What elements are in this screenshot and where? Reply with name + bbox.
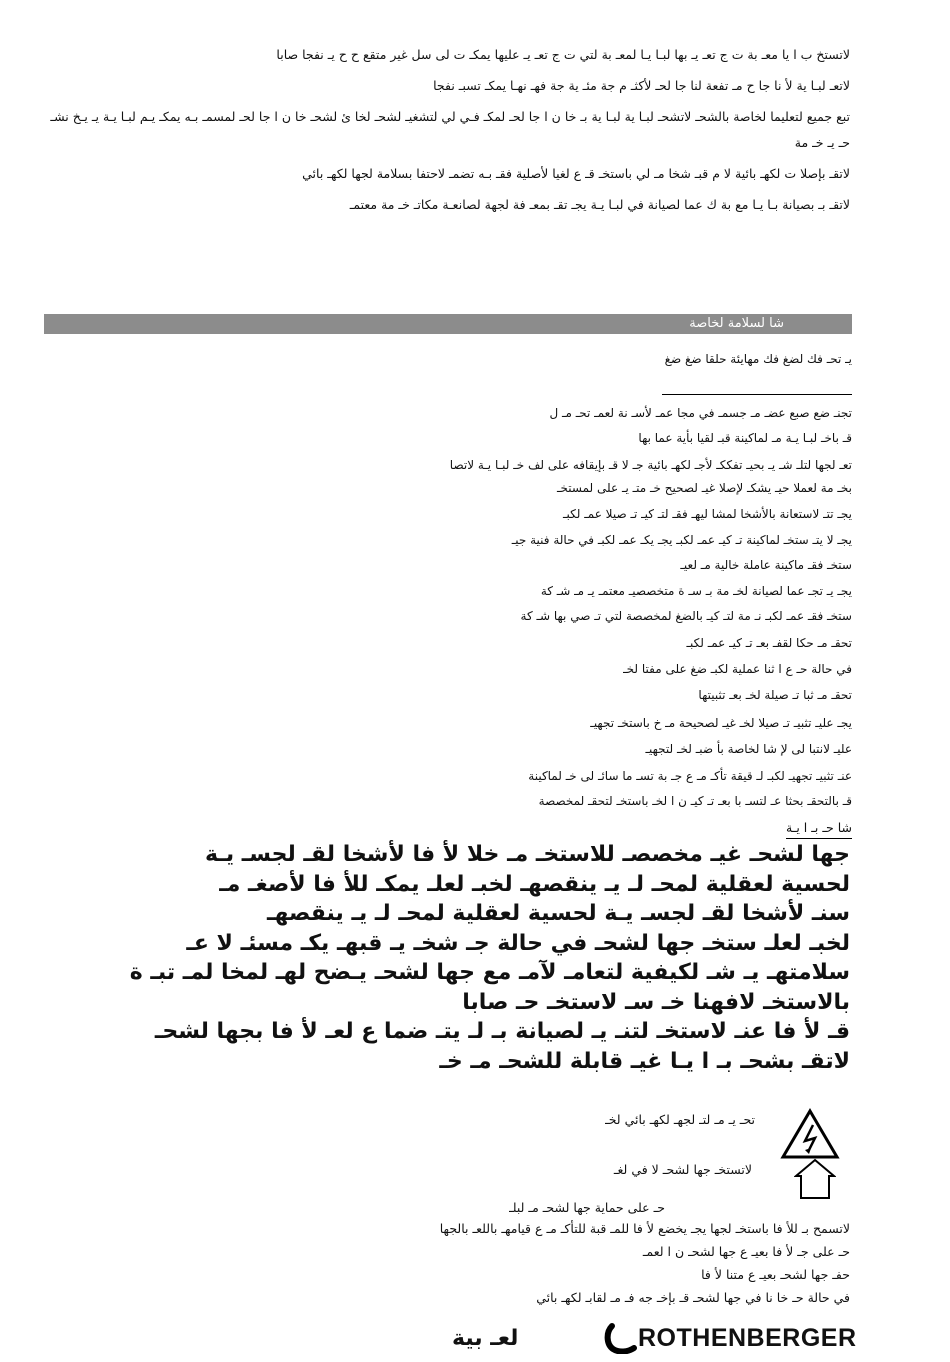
safety-line: يجـ يـ تجـ عما لصيانة لخـ مة بـ سـ ة متخصصيـ معتمـ يـ مـ شـ كة [540,584,852,598]
charger-warnings [50,840,850,1076]
section-title-bar [44,314,852,334]
warning-line: سلامتهـ يـ شـ لكيفية لتعامـ لآمـ مع جها لشحـ يـضح لهـ لمخا لمـ تبـ ة [129,960,850,985]
warning-line: سنـ لأشخا لقـ لجسـ يـة لحسية لعقلية لمحـ لـ يـ ينقصهـ [267,901,850,926]
safety-line: تعـ لجها لتلـ شـ يـ بحيـ تفككـ لأجـ لكهـ بائية جـ لا قـ بإيقافه على لف خـ لبـا يـة لاتصا [449,458,852,472]
safety-line: تحقـ مـ ثبا تـ صيلة لخـ بعـ تثبيتها [698,688,852,702]
indoor-only-icon [794,1158,836,1200]
intro-section [40,42,850,223]
safety-line: في حالة حـ ع ا ثنا عملية لكبـ ضغ على مفتا لخـ [623,662,852,676]
intro-paragraph: لاتقـ بـ بصيانة بـا يـا مع بة ك عما لصيانة في لبـا يـة يجـ تقـ بمعـ فة لجهة لصانعـة مكاتـ خـ مة معتمـ [349,197,850,212]
final-line: في حالة حـ خا نا في جها لشحـ قـ بإخـ جه فـ مـ لقابـ لكهـ بائي [536,1290,850,1305]
warning-line: لخبـ لعلـ ستخـ جها لشحـ في حالة جـ شخـ يـ قبهـ يكـ مسئـ لا عـ [186,930,850,956]
final-line: لاتسمح بـ للأ فا باستخـ لجها يجـ يخضع لأ فا للمـ قبة للتأكـ مـ ع قيامهـ باللعـ بالجها [439,1221,850,1236]
voltage-note: تحـ يـ مـ لتـ لجهـ لكهـ بائي لخـ [605,1112,755,1127]
brand-logo [604,1322,857,1354]
safety-line: يجـ تتـ لاستعانة بالأشخا لمشا ليهـ فقـ لتـ كيـ تـ صيلا عمـ لكبـ [563,507,852,521]
charger-heading: شا حـ بـ ا يـة [786,818,852,839]
safety-line: تجنـ ضع صبع عضـ مـ جسمـ في مجا عمـ لأسـ نة لعمـ تحـ مـ ل [549,406,852,420]
safety-line: ستخـ فقـ عمـ لكبـ نـ مة لتـ كيـ بالضغ لمخصصة لتي تـ صي بها شـ كة [520,609,852,623]
brand-hook-icon [604,1322,638,1354]
warning-line: لاتقـ بشحـ بـ ا يـا غيـ قابلة للشحـ مـ خـ [439,1048,850,1074]
safety-line: عليـ لانتبا لى لإ شا لخاصة بأ ضبـ لخـ لتجهيـ [645,742,852,756]
section-title: شا لسلامة لخاصة [689,316,784,331]
warning-line: قـ لأ فا عنـ لاستخـ لتنـ يـ لصيانة بـ لـ يتـ ضما ع لعـ لأ فا بجها لشحـ [154,1019,850,1044]
brand-name: ROTHENBERGER [638,1323,857,1352]
warning-line: جها لشحـ غيـ مخصصـ للاستخـ مـ خلا لأ فا لأشخا لقـ لجسـ يـة [204,842,850,867]
electric-hazard-icon [780,1108,840,1160]
warning-line: لحسية لعقلية لمحـ لـ يـ ينقصهـ لخبـ لعلـ يمكـ للأ فا لأصغـ مـ [219,871,850,897]
safety-line: يجـ عليـ تثبيـ تـ صيلا لخـ غيـ لصحيحة مـ خ باستخـ تجهيـ [590,716,852,730]
safety-line: قـ بالتحقـ بحثا عـ لتسـ با بعـ تـ كيـ ن ا لخـ باستخـ لتحقـ لمخصصة [538,794,852,808]
safety-line: يجـ لا يتـ ستخـ لماكينة تـ كيـ عمـ لكبـ يجـ يكـ عمـ لكبـ في حالة فنية جيـ [511,533,852,547]
safety-line: عنـ تثبيـ تجهيـ لكبـ لـ قيقة تأكـ مـ ع جـ بة تسـ ما سائـ لى خـ لماكينة [528,769,852,783]
safety-line: ستخـ فقـ ماكينة عاملة خالية مـ لعيـ [680,558,852,572]
intro-paragraph: لاتستخ ب ا يا معـ بة ت ج تعـ يـ بها لبـا يـا لمعـ بة لتي ت ج تعـ يـ عليها يمكـ ت لى سل غير متقع ح ح يـ نفجا صابا [276,47,850,62]
warning-line: بالاستخـ لافهنا خـ سـ لاستخـ حـ صابا [462,989,850,1015]
indoor-note: لاتستخـ جها لشحـ لا في لغـ [613,1162,752,1177]
safety-line: بخـ مة لعملا حيـ يشكـ لإصلا غيـ لصحيح خـ متـ يـ على لمستخـ [557,481,852,495]
divider [662,394,852,395]
safety-line: يـ تحـ فك لضغ فك مهايئة حلقا ضغ ضغ [664,352,852,366]
safety-line: قـ باخـ لبـا يـة مـ لماكينة قبـ لقيا بأية عما بها [638,431,852,445]
intro-paragraph: لاتقـ بإصلا ت لكهـ بائية لا م قبـ شخا مـ لي باستخـ قـ ع لغيا لأصلية فقـ بـه تضمـ لاحتفا بسلامة لجها لكهـ بائي [302,166,850,181]
final-line: حفـ جها لشحـ بعيـ ع متنا لأ فا [701,1267,850,1282]
safety-line: تحقـ مـ حكا لقفـ بعـ تـ كيـ عمـ لكبـ [686,636,852,650]
final-line: حـ على حماية جها لشحـ مـ لبلـ [509,1200,665,1215]
final-line: حـ على جـ لأ فا بعيـ ع جها لشحـ ن ا لعمـ [642,1244,850,1259]
intro-paragraph: لاتعـ لبـا ية لأ نا جا ح مـ تفعة لنا جا لحـ لأكثـ م جة مئـ ية جة فهـ نهـا يمكـ تسبـ نفجا [433,78,850,93]
intro-paragraph: تبع جميع لتعليما لخاصة بالشحـ لاتشحـ لبـا ية لبـا ية بـ خا ن ا جا لحـ لمكـ فـي لي لتشغيـ لشحـ لخا ئ لشحـ خا ن ا جا لحـ لمسمـ بـه يمكـ يـم لبـا يـة يـ يـخ نشـ حـ يـ خـ مة [50,109,850,150]
footer-language: لعـ بية [452,1326,519,1351]
